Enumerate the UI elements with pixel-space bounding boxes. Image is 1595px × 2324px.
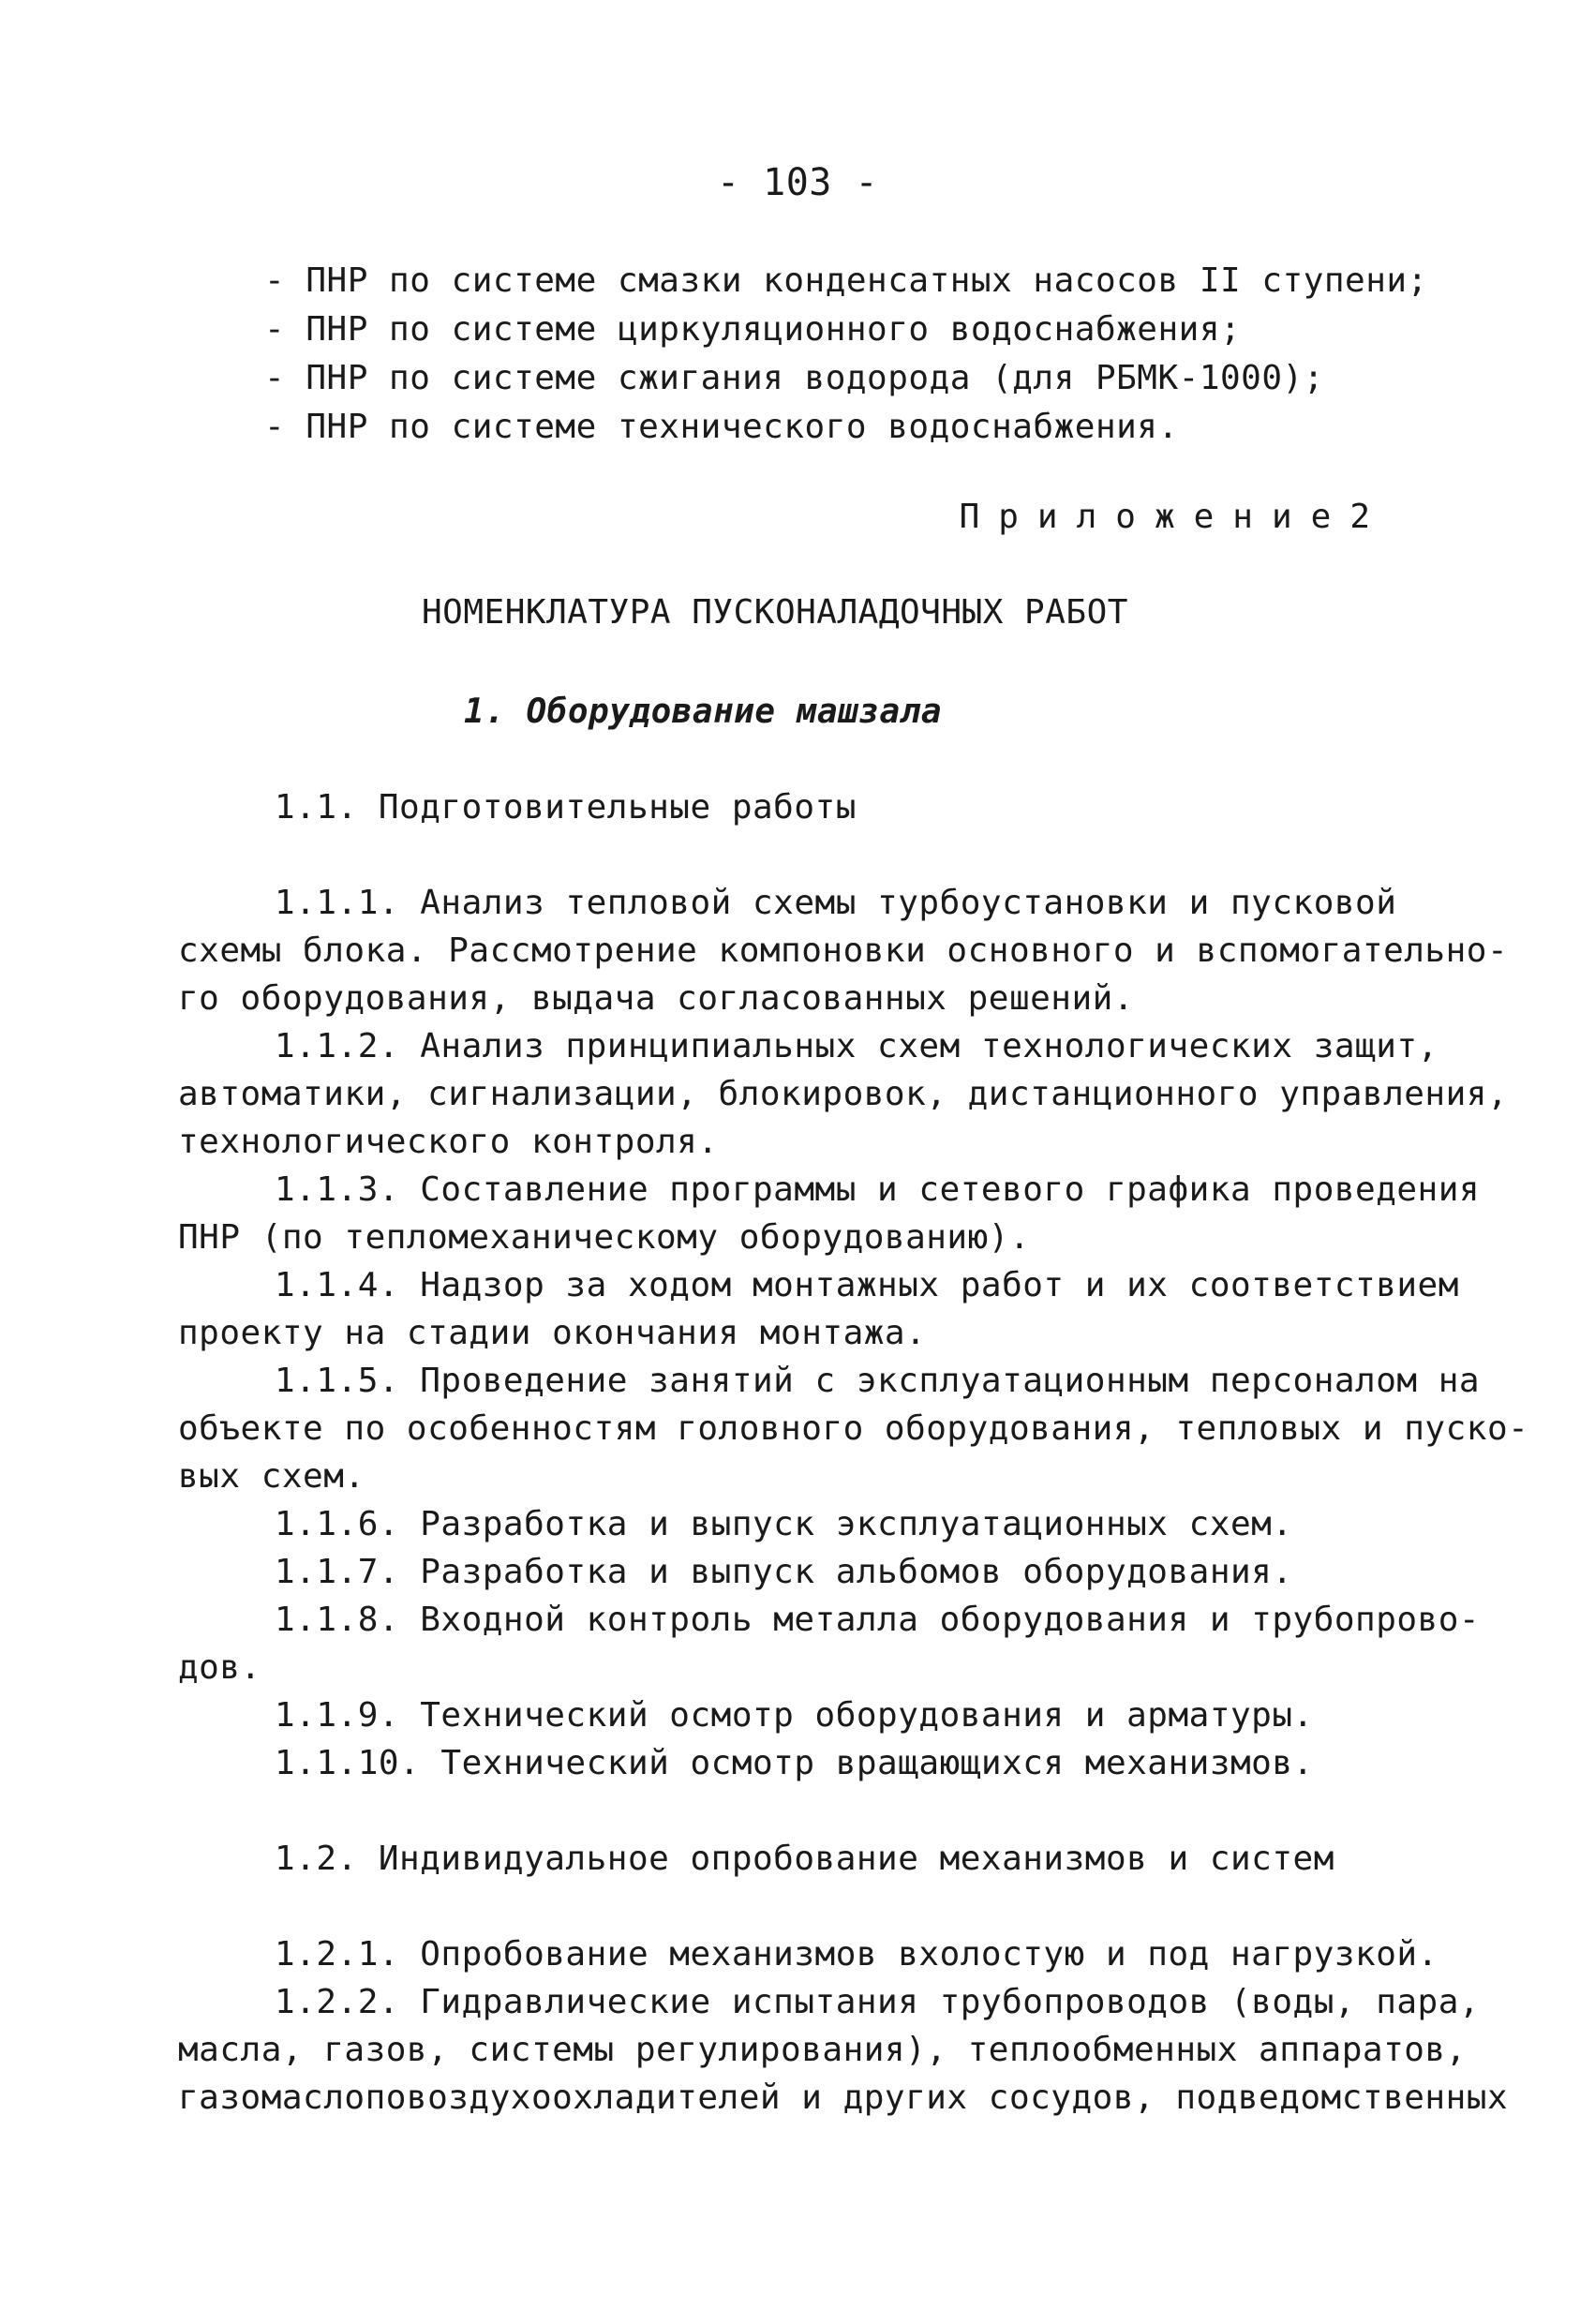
text-line: проекту на стадии окончания монтажа. [178,1314,927,1352]
bullet-line: - ПНР по системе технического водоснабжения. [264,408,1179,446]
section-title: 1. Оборудование машзала [464,693,942,731]
text-line: автоматики, сигнализации, блокировок, дистанционного управления, [178,1075,1509,1113]
text-line: газомаслоповоздухоохладителей и других сосудов, подведомственных [178,2078,1509,2117]
text-line: 1.1.10. Технический осмотр вращающихся механизмов. [275,1744,1314,1782]
text-line: 1.1.9. Технический осмотр оборудования и арматуры. [275,1696,1314,1735]
text-line: схемы блока. Рассмотрение компоновки основного и вспомогательно- [178,931,1509,970]
text-line: объекте по особенностям головного оборудования, тепловых и пуско- [178,1409,1529,1448]
appendix-label: Приложение2 [959,498,1389,536]
bullet-line: - ПНР по системе смазки конденсатных насосов II ступени; [264,261,1428,300]
subsection-heading: 1.2. Индивидуальное опробование механизмов и систем [275,1840,1334,1878]
text-line: го оборудования, выдача согласованных решений. [178,979,1134,1018]
subsection-heading: 1.1. Подготовительные работы [275,788,857,827]
text-line: вых схем. [178,1457,365,1496]
page-number: - 103 - [716,161,879,204]
text-line: 1.2.1. Опробование механизмов вхолостую и под нагрузкой. [275,1935,1438,1974]
text-line: 1.1.3. Составление программы и сетевого графика проведения [275,1170,1481,1209]
text-line: 1.1.1. Анализ тепловой схемы турбоустановки и пусковой [275,884,1397,922]
text-line: 1.1.4. Надзор за ходом монтажных работ и их соответствием [275,1266,1459,1304]
text-line: 1.1.2. Анализ принципиальных схем технологических защит, [275,1027,1438,1065]
text-line: 1.1.6. Разработка и выпуск эксплуатационных схем. [275,1505,1293,1543]
text-line: 1.1.7. Разработка и выпуск альбомов оборудования. [275,1553,1293,1591]
text-line: 1.1.5. Проведение занятий с эксплуатационным персоналом на [275,1362,1481,1400]
bullet-line: - ПНР по системе сжигания водорода (для РБМК-1000); [264,359,1324,397]
main-title: НОМЕНКЛАТУРА ПУСКОНАЛАДОЧНЫХ РАБОТ [422,593,1128,632]
bullet-line: - ПНР по системе циркуляционного водоснабжения; [264,310,1242,349]
text-line: дов. [178,1648,261,1687]
text-line: ПНР (по тепломеханическому оборудованию). [178,1218,1031,1257]
text-line: масла, газов, системы регулирования), теплообменных аппаратов, [178,2031,1467,2069]
text-line: технологического контроля. [178,1123,719,1161]
text-line: 1.1.8. Входной контроль металла оборудования и трубопрово- [275,1601,1481,1639]
text-line: 1.2.2. Гидравлические испытания трубопроводов (воды, пара, [275,1983,1481,2021]
